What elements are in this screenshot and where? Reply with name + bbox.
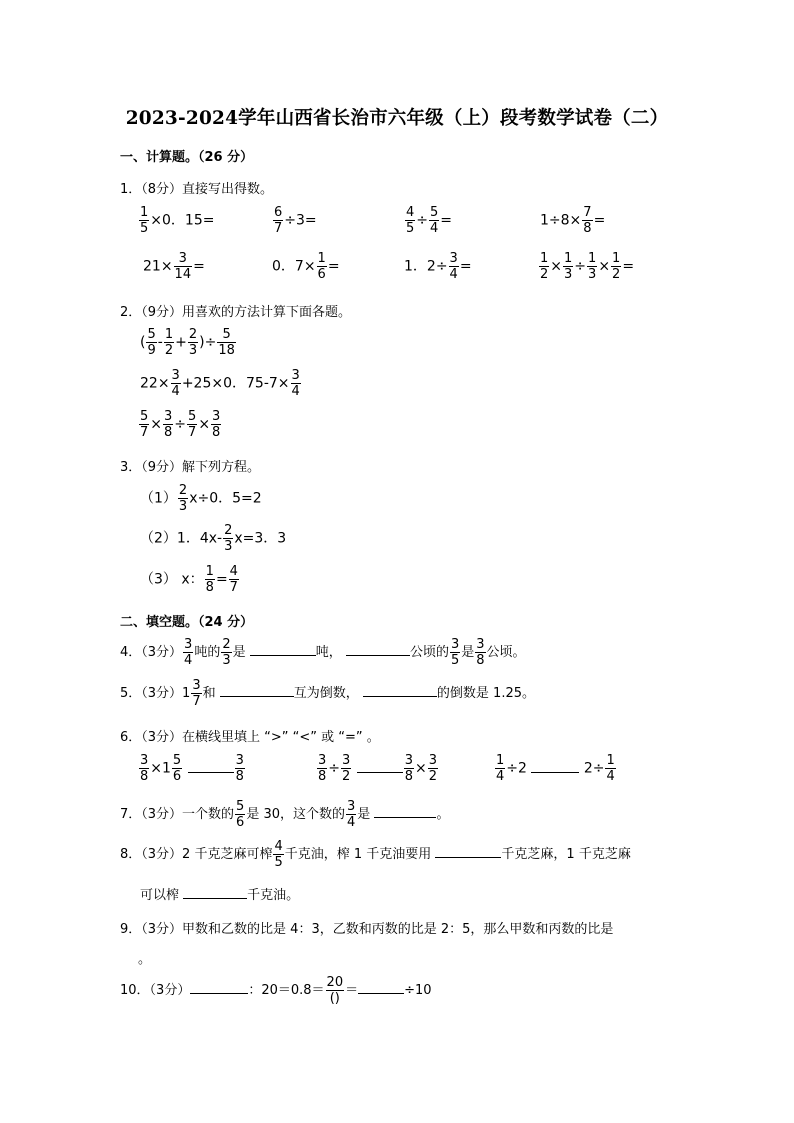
q2-expression-1: ( $\frac{5}{9}$ - $\frac{1}{2}$ + $\frac{2}{3}$ )÷ $\frac{5}{18}$ bbox=[140, 327, 235, 358]
section-calculation-heading: 一、计算题。（26 分） bbox=[120, 150, 254, 165]
q1-item-8: $\frac{1}{2}$ × $\frac{1}{3}$ ÷ $\frac{1}{3}$ × $\frac{1}{2}$ = bbox=[540, 251, 635, 282]
question-9-line-2: 。 bbox=[138, 952, 152, 967]
q5-blank-2[interactable] bbox=[363, 695, 437, 697]
question-1-label: 1．（8分）直接写出得数。 bbox=[120, 182, 274, 197]
question-8: 8．（3分）2 千克芝麻可榨 $\frac{4}{5}$ 千克油，榨 1 千克油要用 千克芝麻，1 千克芝麻 bbox=[120, 839, 631, 870]
q6-compare-2: $\frac{3}{8}$ ÷ $\frac{3}{2}$ $\frac{3}{8}$ × $\frac{3}{2}$ bbox=[318, 753, 438, 784]
question-10: 10．（3分） ：20＝0.8＝ 20 () ＝ ÷10 bbox=[120, 975, 432, 1006]
question-2-label: 2．（9分）用喜欢的方法计算下面各题。 bbox=[120, 305, 352, 320]
q6-blank-1[interactable] bbox=[188, 771, 234, 773]
question-9: 9．（3分）甲数和乙数的比是 4：3，乙数和丙数的比是 2：5，那么甲数和丙数的比是 bbox=[120, 922, 614, 937]
question-6-label: 6．（3分）在横线里填上 “>” “<” 或 “=” 。 bbox=[120, 730, 380, 745]
q1-item-6: 0．7× $\frac{1}{6}$ = bbox=[272, 251, 340, 282]
q1-item-1: $\frac{1}{5}$ ×0．15= bbox=[140, 205, 215, 236]
question-8-line-2: 可以榨 千克油。 bbox=[140, 888, 300, 903]
q8-blank-2[interactable] bbox=[183, 897, 247, 899]
q4-blank-1[interactable] bbox=[250, 654, 316, 656]
q7-blank[interactable] bbox=[374, 816, 436, 818]
q6-compare-1: $\frac{3}{8}$ ×1 $\frac{5}{6}$ $\frac{3}{8}$ bbox=[140, 753, 244, 784]
q2-expression-3: $\frac{5}{7}$ × $\frac{3}{8}$ ÷ $\frac{5}{7}$ × $\frac{3}{8}$ bbox=[140, 409, 221, 440]
q3-equation-2: （2）1．4x- $\frac{2}{3}$ x=3．3 bbox=[140, 523, 287, 554]
q1-item-5: 21× $\frac{3}{14}$ = bbox=[143, 251, 205, 282]
page-title: 2023-2024学年山西省长治市六年级（上）段考数学试卷（二） bbox=[125, 108, 669, 129]
q1-item-4: 1÷8× $\frac{7}{8}$ = bbox=[540, 205, 606, 236]
q6-compare-3: $\frac{1}{4}$ ÷2 2÷ $\frac{1}{4}$ bbox=[496, 753, 615, 784]
question-3-label: 3．（9分）解下列方程。 bbox=[120, 460, 261, 475]
q3-equation-3: （3） x： $\frac{1}{8}$ = $\frac{4}{7}$ bbox=[140, 564, 238, 595]
q6-blank-2[interactable] bbox=[357, 771, 403, 773]
q10-blank-2[interactable] bbox=[358, 992, 404, 994]
question-7: 7．（3分）一个数的 $\frac{5}{6}$ 是 30，这个数的 $\frac{3}{4}$ 是 。 bbox=[120, 799, 450, 830]
section-fill-blank-heading: 二、填空题。（24 分） bbox=[120, 615, 254, 630]
q6-blank-3[interactable] bbox=[531, 771, 579, 773]
q1-item-2: $\frac{6}{7}$ ÷3= bbox=[274, 205, 317, 236]
q8-blank-1[interactable] bbox=[435, 856, 501, 858]
q2-expression-2: 22× $\frac{3}{4}$ +25×0．75-7× $\frac{3}{4}$ bbox=[140, 368, 300, 399]
q1-item-7: 1．2÷ $\frac{3}{4}$ = bbox=[404, 251, 472, 282]
q1-item-3: $\frac{4}{5}$ ÷ $\frac{5}{4}$ = bbox=[406, 205, 453, 236]
q3-equation-1: （1） $\frac{2}{3}$ x÷0．5=2 bbox=[140, 483, 262, 514]
q10-blank-1[interactable] bbox=[190, 992, 248, 994]
q5-blank-1[interactable] bbox=[220, 695, 294, 697]
question-4: 4．（3分） $\frac{3}{4}$ 吨的 $\frac{2}{3}$ 是 吨， 公顷的 $\frac{3}{5}$ 是 $\frac{3}{8}$ 公顷。 bbox=[120, 637, 526, 668]
q4-blank-2[interactable] bbox=[346, 654, 410, 656]
question-5: 5．（3分）1 $\frac{3}{7}$ 和 互为倒数， 的倒数是 1.25。 bbox=[120, 678, 535, 709]
